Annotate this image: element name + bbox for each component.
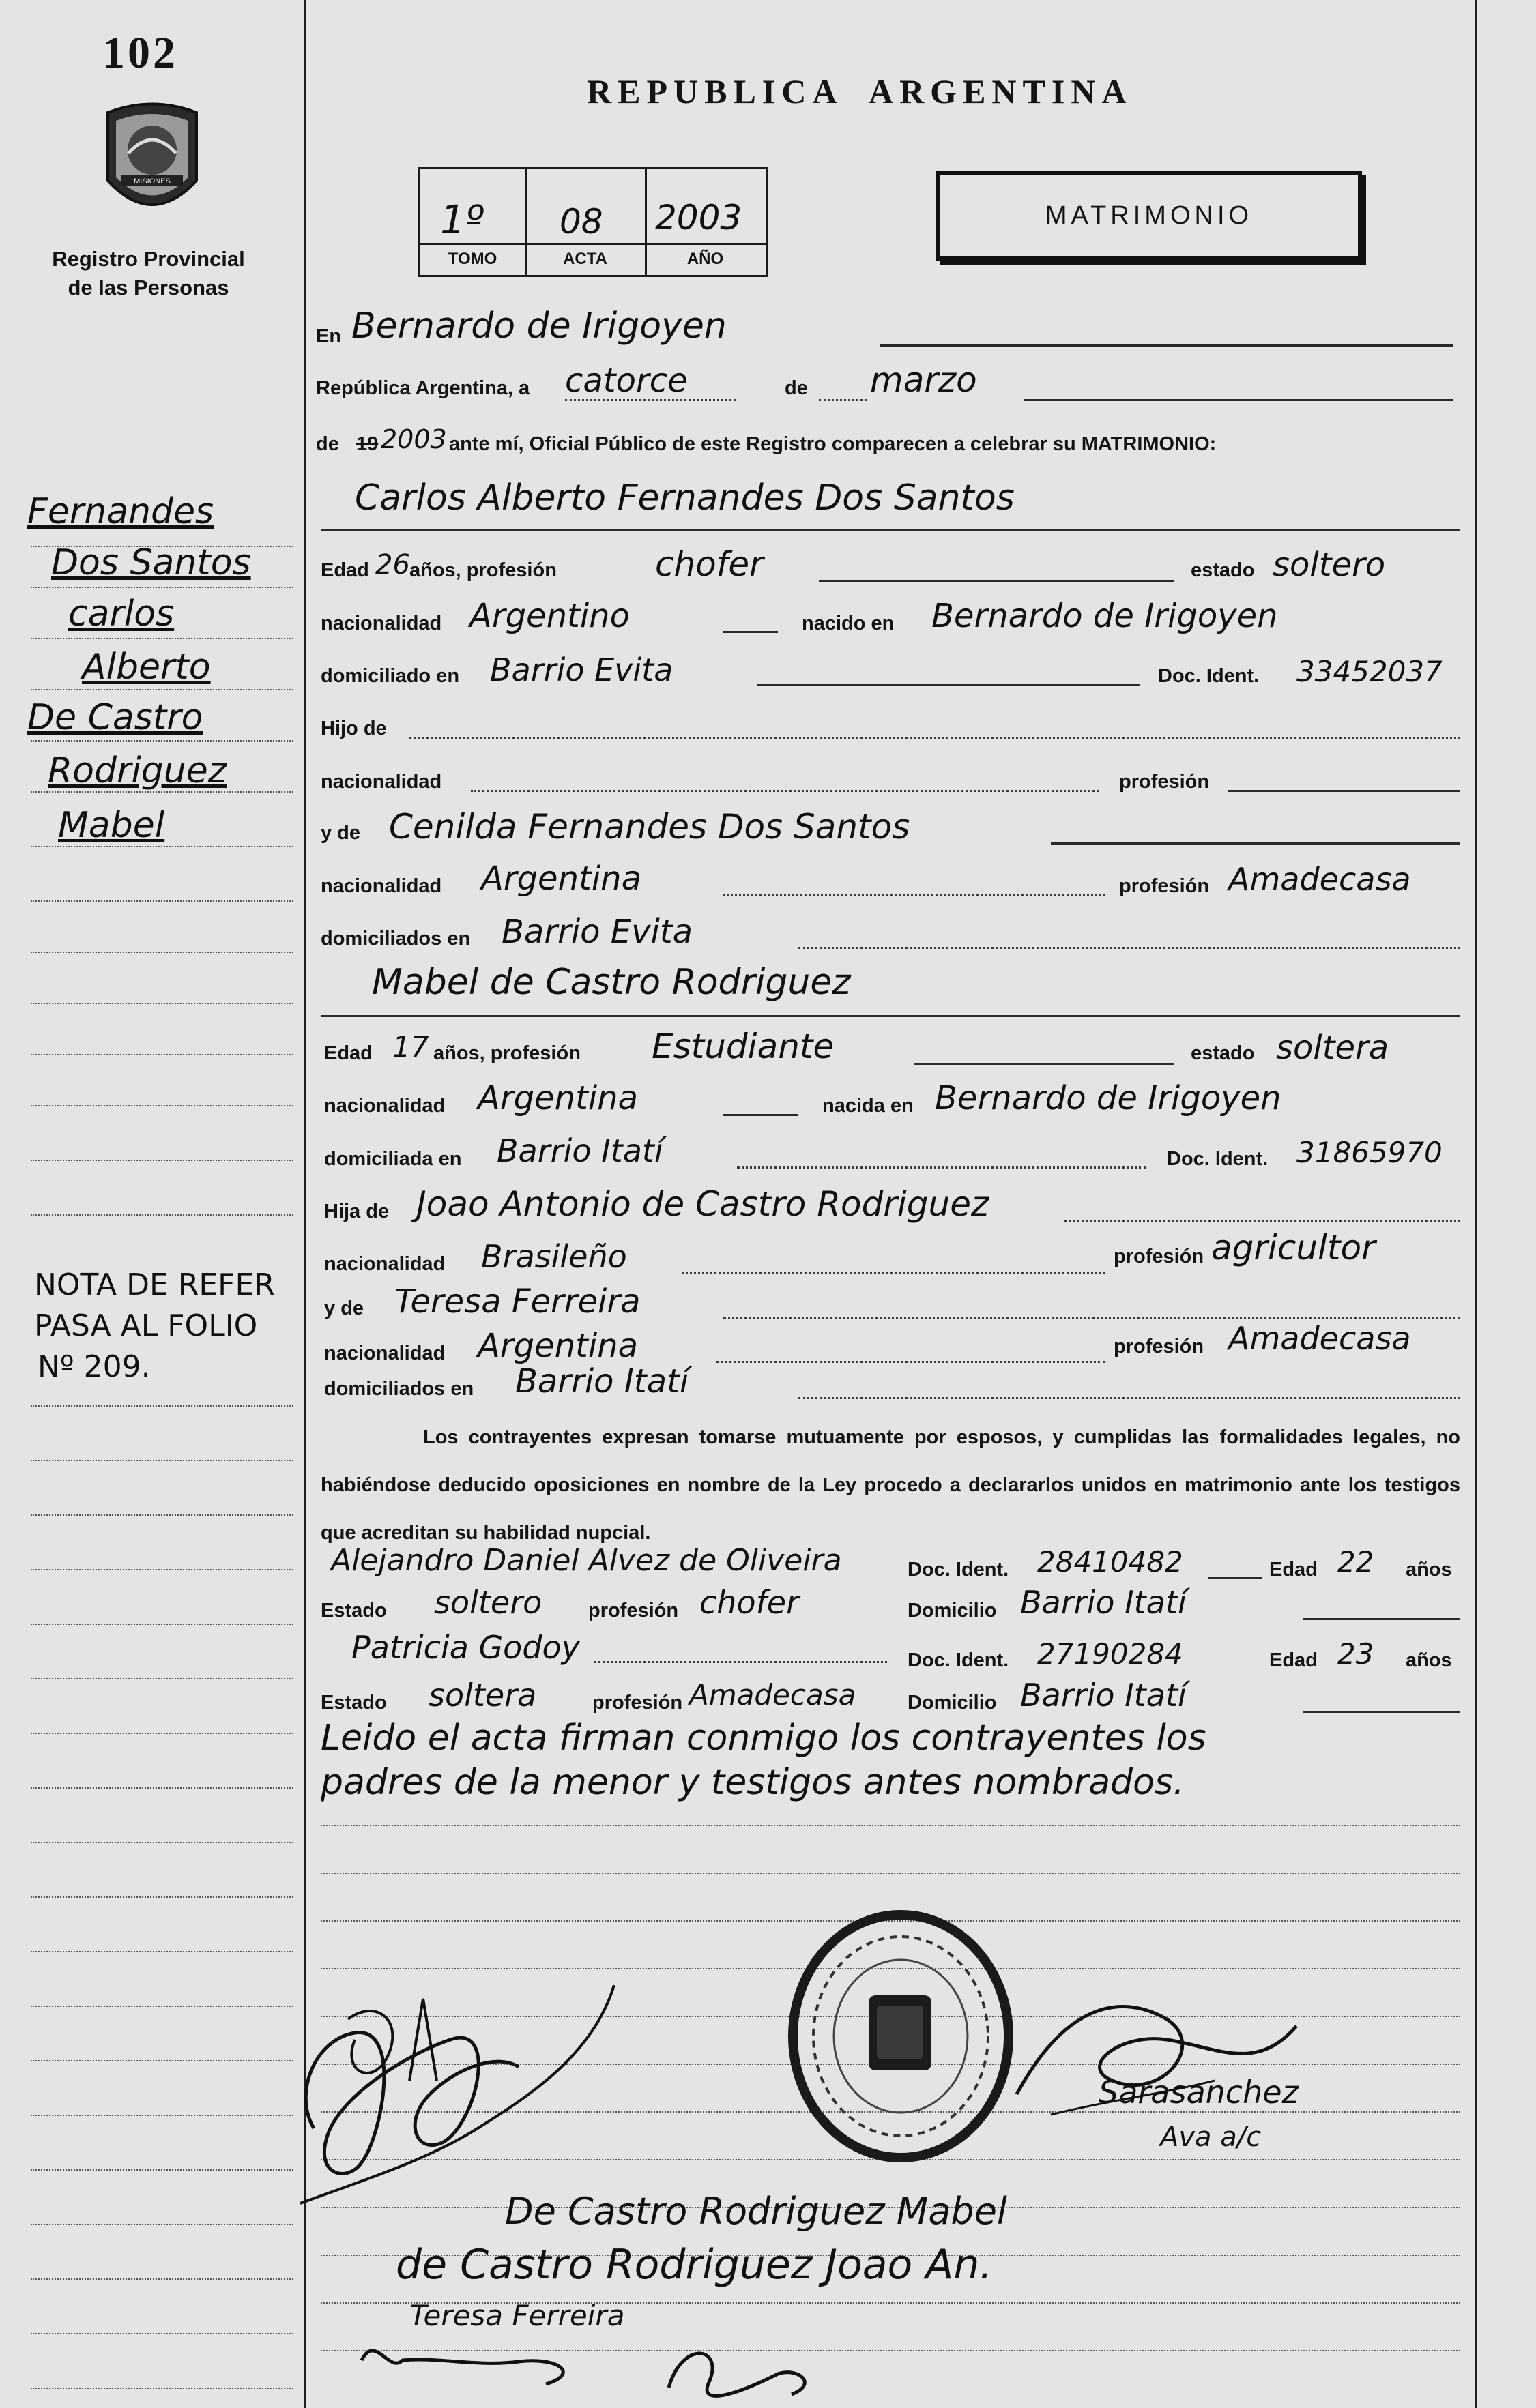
groom-full-name: Carlos Alberto Fernandes Dos Santos bbox=[355, 478, 1015, 518]
groom-parents-dom-label: domiciliados en bbox=[321, 928, 471, 950]
registry-reference-box bbox=[418, 167, 768, 277]
witness2-dom-label: Domicilio bbox=[908, 1692, 997, 1714]
provincial-seal-icon bbox=[101, 99, 203, 222]
groom-nacido-label: nacido en bbox=[802, 613, 895, 634]
bride-domicile: Barrio Itatí bbox=[497, 1132, 663, 1169]
groom-dom-label: domiciliado en bbox=[321, 665, 460, 687]
witness1-dom-label: Domicilio bbox=[908, 1600, 997, 1621]
groom-father-nac-label: nacionalidad bbox=[321, 771, 442, 793]
ano-value: 2003 bbox=[655, 198, 742, 237]
margin-note-line-2: Dos Santos bbox=[51, 542, 251, 583]
ceremony-month: marzo bbox=[870, 360, 977, 400]
ceremony-year: 2003 bbox=[381, 424, 447, 454]
witness1-estado: soltero bbox=[434, 1584, 542, 1621]
ceremony-day: catorce bbox=[565, 362, 688, 400]
intro-tail-text: ante mí, Oficial Público de este Registro comparecen a celebrar su MATRIMONIO: bbox=[449, 433, 1217, 455]
margin-nota-line-2: PASA AL FOLIO bbox=[34, 1308, 258, 1343]
witness1-anos-label: años bbox=[1406, 1559, 1452, 1581]
declaration-paragraph: Los contrayentes expresan tomarse mutuamente por esposos, y cumplidas las formalidades legales, no habiéndose deducido oposiciones en nombre de la Ley procedo a declararlos unidos en matrimonio ante los testigos que acreditan su habilidad nupcial. bbox=[321, 1426, 1460, 1544]
groom-doc-number: 33452037 bbox=[1296, 655, 1443, 688]
groom-mother: Cenilda Fernandes Dos Santos bbox=[389, 807, 910, 847]
bride-parents-domicile: Barrio Itatí bbox=[515, 1362, 689, 1400]
bottom-signatures-icon bbox=[355, 2319, 832, 2405]
signature-line-father: de Castro Rodriguez Joao An. bbox=[396, 2241, 993, 2289]
groom-mother-nac-label: nacionalidad bbox=[321, 875, 442, 897]
bride-mother-profession: Amadecasa bbox=[1228, 1320, 1411, 1357]
official-stamp-icon bbox=[788, 1910, 1013, 2162]
groom-estado-label: estado bbox=[1191, 559, 1255, 581]
margin-note-line-6: Rodriguez bbox=[48, 750, 227, 791]
witness2-profession: Amadecasa bbox=[689, 1678, 856, 1712]
bride-estado-label: estado bbox=[1191, 1042, 1255, 1064]
witness1-profession: chofer bbox=[699, 1584, 799, 1621]
signature-line-mother: Teresa Ferreira bbox=[409, 2299, 625, 2332]
ano-label: AÑO bbox=[686, 250, 724, 268]
witness2-edad-label: Edad bbox=[1269, 1649, 1318, 1671]
bride-mother-nac-label: nacionalidad bbox=[324, 1342, 446, 1364]
bride-age: 17 bbox=[392, 1030, 429, 1063]
witness2-domicile: Barrio Itatí bbox=[1020, 1677, 1187, 1714]
groom-yde-label: y de bbox=[321, 822, 361, 844]
bride-dom-label: domiciliada en bbox=[324, 1148, 462, 1170]
groom-mother-nationality: Argentina bbox=[481, 860, 641, 898]
signature-line-bride: De Castro Rodriguez Mabel bbox=[505, 2190, 1007, 2233]
groom-estado: soltero bbox=[1273, 546, 1386, 584]
groom-mother-prof-label: profesión bbox=[1119, 875, 1210, 897]
groom-parents-domicile: Barrio Evita bbox=[502, 913, 693, 951]
groom-age: 26 bbox=[375, 549, 410, 581]
office-name-line1: Registro Provincial bbox=[52, 247, 245, 271]
groom-anos-profesion-label: años, profesión bbox=[409, 559, 557, 581]
witness1-prof-label: profesión bbox=[588, 1600, 679, 1621]
groom-nac-label: nacionalidad bbox=[321, 613, 442, 634]
groom-hijo-label: Hijo de bbox=[321, 718, 387, 739]
closing-line-1: Leido el acta firman conmigo los contrayentes los bbox=[321, 1718, 1206, 1759]
bride-mother-prof-label: profesión bbox=[1114, 1336, 1204, 1357]
act-type-box bbox=[936, 171, 1362, 261]
bride-father-nac-label: nacionalidad bbox=[324, 1253, 446, 1275]
groom-birthplace: Bernardo de Irigoyen bbox=[931, 597, 1278, 635]
bride-nac-label: nacionalidad bbox=[324, 1095, 446, 1117]
margin-note-line-3: carlos bbox=[68, 593, 175, 634]
groom-domicile: Barrio Evita bbox=[490, 651, 673, 688]
witness1-domicile: Barrio Itatí bbox=[1020, 1584, 1187, 1621]
acta-label: ACTA bbox=[563, 250, 607, 268]
bride-nationality: Argentina bbox=[478, 1079, 638, 1117]
tomo-label: TOMO bbox=[448, 250, 497, 268]
bride-estado: soltera bbox=[1276, 1029, 1389, 1067]
witness2-name: Patricia Godoy bbox=[351, 1629, 580, 1666]
bride-father-nationality: Brasileño bbox=[481, 1238, 627, 1275]
margin-nota-line-3: Nº 209. bbox=[38, 1349, 151, 1384]
acta-value: 08 bbox=[560, 202, 603, 241]
bride-mother-nationality: Argentina bbox=[478, 1327, 638, 1365]
republic-label: República Argentina, a bbox=[316, 377, 530, 399]
margin-note-line-7: Mabel bbox=[58, 805, 165, 846]
witness1-name: Alejandro Daniel Alvez de Oliveira bbox=[331, 1543, 842, 1578]
witness1-age: 22 bbox=[1337, 1545, 1374, 1579]
witness2-prof-label: profesión bbox=[592, 1692, 683, 1714]
tomo-value: 1º bbox=[440, 196, 484, 243]
bride-doc-label: Doc. Ident. bbox=[1167, 1148, 1269, 1170]
svg-text:MISIONES: MISIONES bbox=[134, 177, 171, 186]
groom-edad-label: Edad bbox=[321, 559, 369, 581]
bride-profession: Estudiante bbox=[652, 1027, 835, 1066]
officer-signature-icon bbox=[1010, 1978, 1324, 2135]
witness1-estado-label: Estado bbox=[321, 1600, 387, 1621]
bride-full-name: Mabel de Castro Rodriguez bbox=[372, 962, 851, 1003]
witness2-estado-label: Estado bbox=[321, 1692, 387, 1714]
year-struck-prefix: 19 bbox=[356, 433, 379, 455]
office-name-line2: de las Personas bbox=[68, 276, 229, 299]
bride-edad-label: Edad bbox=[324, 1042, 373, 1064]
witness2-doc-label: Doc. Ident. bbox=[908, 1649, 1009, 1671]
witness2-estado: soltera bbox=[429, 1677, 537, 1714]
groom-mother-profession: Amadecasa bbox=[1228, 861, 1411, 898]
witness1-doc: 28410482 bbox=[1037, 1545, 1183, 1579]
country-title: REPUBLICA ARGENTINA bbox=[587, 72, 1133, 111]
bride-mother: Teresa Ferreira bbox=[394, 1282, 641, 1321]
closing-line-2: padres de la menor y testigos antes nombrados. bbox=[321, 1762, 1185, 1803]
de-year-label: de bbox=[316, 433, 339, 455]
bride-father-prof-label: profesión bbox=[1114, 1246, 1204, 1267]
bride-doc-number: 31865970 bbox=[1296, 1136, 1443, 1169]
bride-father: Joao Antonio de Castro Rodriguez bbox=[416, 1184, 989, 1224]
margin-note-line-5: De Castro bbox=[27, 697, 203, 738]
bride-yde-label: y de bbox=[324, 1297, 364, 1319]
act-type-title: MATRIMONIO bbox=[1045, 201, 1254, 230]
officer-signature-title: Ava a/c bbox=[1160, 2121, 1262, 2153]
page-number: 102 bbox=[102, 28, 178, 78]
en-label: En bbox=[316, 325, 342, 347]
margin-note-line-1: Fernandes bbox=[27, 491, 214, 532]
groom-profession: chofer bbox=[655, 544, 764, 584]
witness2-age: 23 bbox=[1337, 1637, 1374, 1671]
margin-nota-line-1: NOTA DE REFER bbox=[34, 1267, 275, 1302]
officer-signature-name: Sarasanchez bbox=[1099, 2074, 1299, 2111]
groom-doc-label: Doc. Ident. bbox=[1158, 665, 1260, 687]
witness2-anos-label: años bbox=[1406, 1649, 1452, 1671]
de-month-label: de bbox=[785, 377, 808, 399]
groom-father-prof-label: profesión bbox=[1119, 771, 1210, 793]
bride-hija-label: Hija de bbox=[324, 1201, 390, 1222]
witness2-doc: 27190284 bbox=[1037, 1637, 1183, 1671]
bride-parents-dom-label: domiciliados en bbox=[324, 1378, 474, 1400]
witness1-edad-label: Edad bbox=[1269, 1559, 1318, 1581]
groom-nationality: Argentino bbox=[469, 597, 630, 635]
bride-birthplace: Bernardo de Irigoyen bbox=[935, 1079, 1281, 1117]
bride-father-profession: agricultor bbox=[1211, 1228, 1376, 1267]
ceremony-place: Bernardo de Irigoyen bbox=[351, 306, 727, 347]
right-border-line bbox=[1475, 0, 1477, 2408]
bride-nacida-label: nacida en bbox=[822, 1095, 914, 1117]
bride-anos-profesion-label: años, profesión bbox=[433, 1042, 581, 1064]
margin-note-line-4: Alberto bbox=[82, 647, 211, 688]
witness1-doc-label: Doc. Ident. bbox=[908, 1559, 1009, 1581]
